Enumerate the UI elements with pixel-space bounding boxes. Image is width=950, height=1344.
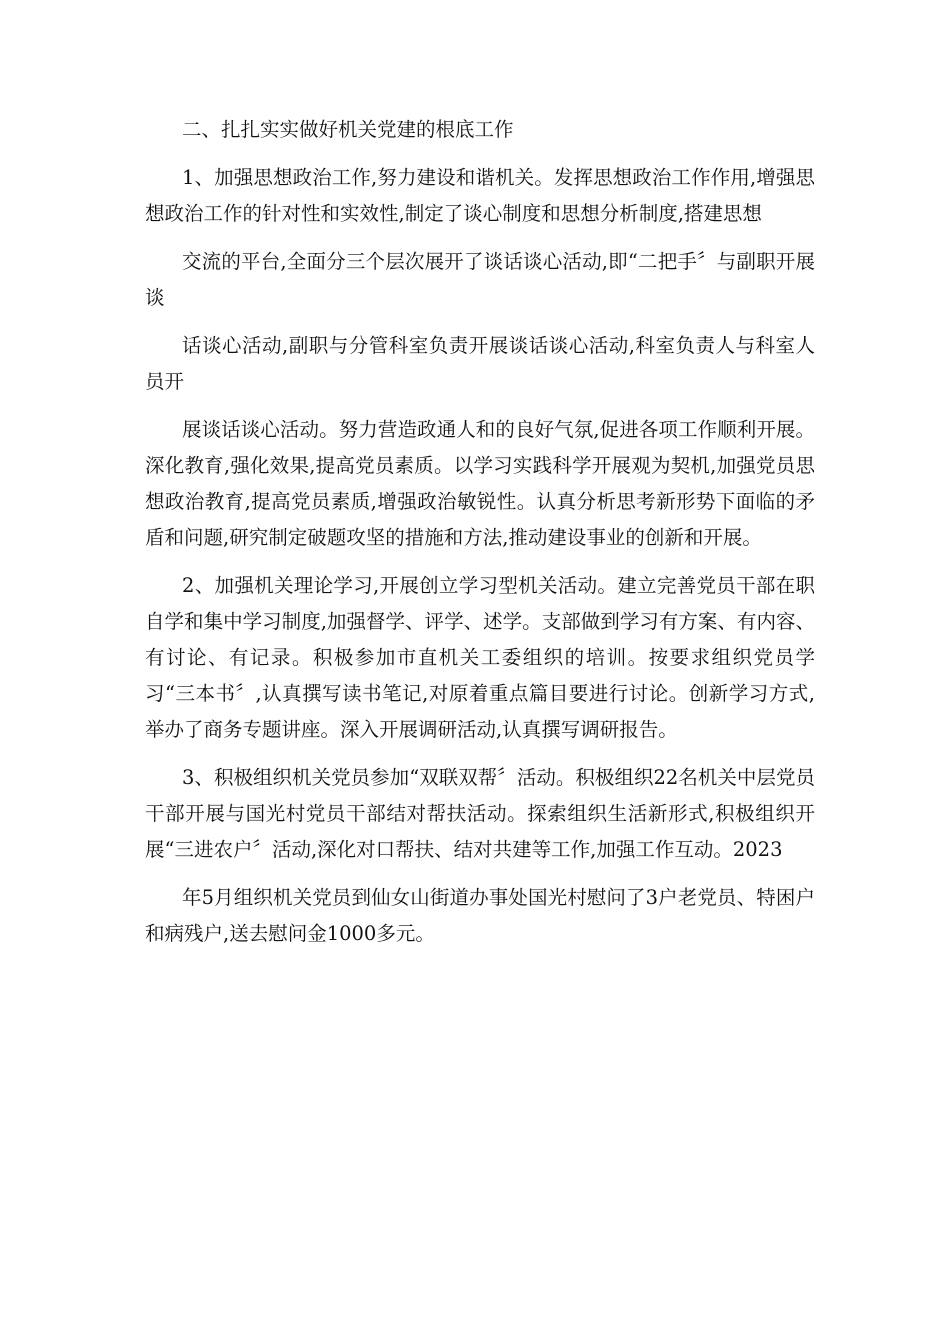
paragraph-1: 1、加强思想政治工作,努力建设和谐机关。发挥思想政治工作作用,增强思想政治工作的针对性和实效性,制定了谈心制度和思想分析制度,搭建思想 bbox=[145, 166, 815, 225]
paragraph-7: 年5月组织机关党员到仙女山街道办事处国光村慰问了3户老党员、特困户和病残户,送去慰问金1000多元。 bbox=[145, 886, 815, 945]
paragraph-4: 展谈话谈心活动。努力营造政通人和的良好气氛,促进各项工作顺利开展。深化教育,强化效果,提高党员素质。以学习实践科学开展观为契机,加强党员思想政治教育,提高党员素质,增强政治敏锐性。认真分析思考新形势下面临的矛盾和问题,研究制定破题攻坚的措施和方法,推动建设事业的创新和开展。 bbox=[145, 418, 815, 549]
section-heading: 二、扎扎实实做好机关党建的根底工作 bbox=[182, 118, 514, 141]
paragraph-6: 3、积极组织机关党员参加“双联双帮〞活动。积极组织22名机关中层党员干部开展与国光村党员干部结对帮扶活动。探索组织生活新形式,积极组织开展“三进农户〞活动,深化对口帮扶、结对共建等工作,加强工作互动。2023 bbox=[145, 766, 815, 861]
document-body bbox=[145, 112, 815, 964]
paragraph-5: 2、加强机关理论学习,开展创立学习型机关活动。建立完善党员干部在职自学和集中学习制度,加强督学、评学、述学。支部做到学习有方案、有内容、有讨论、有记录。积极参加市直机关工委组织的培训。按要求组织党员学习“三本书〞,认真撰写读书笔记,对原着重点篇目要进行讨论。创新学习方式,举办了商务专题讲座。深入开展调研活动,认真撰写调研报告。 bbox=[145, 574, 815, 741]
paragraph-3: 话谈心活动,副职与分管科室负责开展谈话谈心活动,科室负责人与科室人员开 bbox=[145, 334, 815, 393]
paragraph-2: 交流的平台,全面分三个层次展开了谈话谈心活动,即“二把手〞与副职开展谈 bbox=[145, 250, 815, 309]
